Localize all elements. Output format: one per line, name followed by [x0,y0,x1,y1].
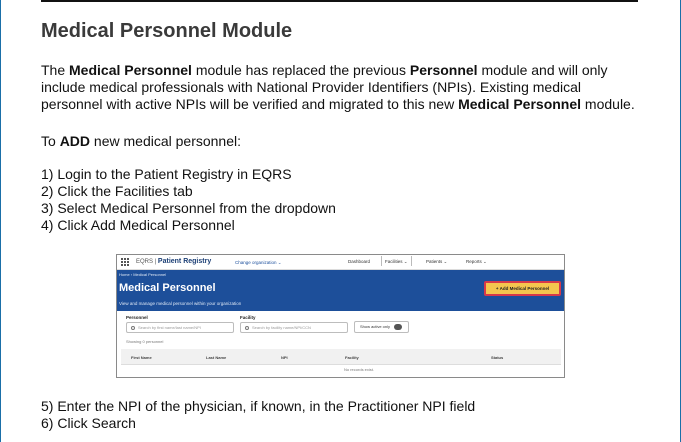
search-icon [131,326,135,330]
add-medical-personnel-button[interactable]: + Add Medical Personnel [484,281,561,296]
column-header[interactable]: Facility [345,355,359,360]
column-header[interactable]: Last Name [206,355,227,360]
column-header[interactable]: First Name [131,355,152,360]
steps-list-continued [41,398,475,432]
step-item: 2) Click the Facilities tab [41,183,193,199]
step-item: 6) Click Search [41,415,136,431]
app-grid-icon[interactable] [121,258,129,266]
app-brand: EQRS | Patient Registry [136,258,212,265]
column-header[interactable]: Status [491,355,504,360]
empty-table-message: No records exist. [344,367,375,372]
toggle-knob [394,324,402,330]
page-title: Medical Personnel Module [41,20,293,42]
intro-paragraph: The Medical Personnel module has replaced the previous Personnel module and will only include medical professionals with National Provider Identifiers (NPIs). Existing medical personnel with active NPIs will be verified and migrated to this new Medical Personnel module. [41,62,635,112]
nav-reports[interactable]: Reports ⌄ [466,259,487,264]
title-band [117,270,564,311]
column-header[interactable]: NPI [281,355,288,360]
nav-dashboard[interactable]: Dashboard [348,259,371,264]
add-instructions-intro: To ADD new medical personnel: [41,133,242,149]
embedded-screenshot [116,254,565,378]
screenshot-subtitle: View and manage medical personnel within your organization [119,301,242,306]
table-header [121,349,561,365]
step-item: 4) Click Add Medical Personnel [41,217,235,233]
search-icon [245,326,249,330]
step-item: 3) Select Medical Personnel from the dropdown [41,200,336,216]
screenshot-title: Medical Personnel [119,282,216,294]
change-organization-link[interactable]: Change organization ⌄ [235,260,282,265]
personnel-label: Personnel [126,315,148,320]
personnel-search-input[interactable]: Search by first name/last name/NPI [126,322,234,333]
step-item: 1) Login to the Patient Registry in EQRS [41,166,292,182]
step-item: 5) Enter the NPI of the physician, if known, in the Practitioner NPI field [41,398,476,414]
breadcrumb[interactable]: Home › Medical Personnel [119,272,167,277]
nav-facilities[interactable]: Facilities ⌄ [381,256,412,266]
show-active-toggle[interactable]: Show active only [354,321,409,333]
app-header [117,255,564,270]
nav-patients[interactable]: Patients ⌄ [426,259,448,264]
steps-list [41,166,336,234]
facility-label: Facility [240,315,256,320]
result-count: Showing 0 personnel [126,339,164,344]
top-rule [41,0,638,2]
facility-search-input[interactable]: Search by facility name/NPI/CCN [240,322,348,333]
